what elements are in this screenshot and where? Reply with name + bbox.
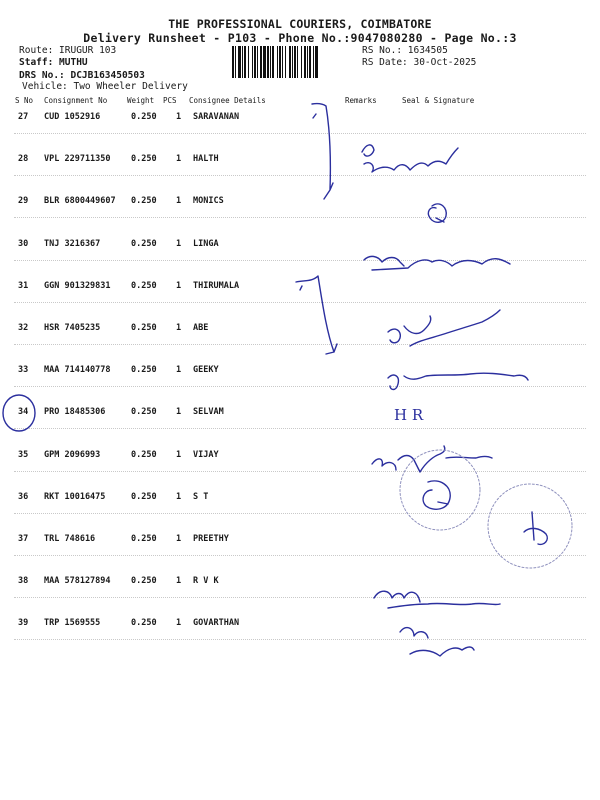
row-sno: 38 xyxy=(18,576,29,587)
staff-label: Staff: MUTHU xyxy=(19,57,88,68)
row-consignment-number: TRL 748616 xyxy=(44,534,96,544)
row-consignment-number: MAA 714140778 xyxy=(44,365,111,376)
barcode-bar xyxy=(279,46,281,78)
row-weight: 0.250 xyxy=(131,407,157,418)
row-sno: 36 xyxy=(18,491,29,502)
row-sno: 32 xyxy=(18,323,29,333)
vehicle-label: Vehicle: Two Wheeler Delivery xyxy=(22,81,188,92)
barcode-bar xyxy=(307,46,308,78)
barcode-bar xyxy=(267,46,269,78)
barcode-bar xyxy=(272,46,274,78)
row-weight: 0.250 xyxy=(131,323,157,333)
row-consignee: MONICS xyxy=(193,196,224,207)
table-row xyxy=(0,576,600,590)
table-row xyxy=(0,450,600,464)
barcode-bar xyxy=(235,46,236,78)
row-weight: 0.250 xyxy=(131,576,157,587)
barcode-bar xyxy=(285,46,286,78)
row-pcs: 1 xyxy=(176,491,182,502)
barcode-bar xyxy=(242,46,243,78)
row-divider xyxy=(14,597,586,598)
table-row xyxy=(0,154,600,168)
row-pcs: 1 xyxy=(176,534,182,544)
handwritten-hr-note: H R xyxy=(394,406,424,424)
row-consignee: ABE xyxy=(193,323,209,333)
row-consignee: THIRUMALA xyxy=(193,280,240,291)
row-consignee: S T xyxy=(193,491,209,502)
barcode-bar xyxy=(263,46,266,78)
row-pcs: 1 xyxy=(176,449,182,460)
row-weight: 0.250 xyxy=(131,491,157,502)
table-row xyxy=(0,196,600,210)
row-pcs: 1 xyxy=(176,323,182,333)
table-row xyxy=(0,618,600,632)
row-divider xyxy=(14,555,586,556)
table-row xyxy=(0,281,600,295)
row-consignee: GOVARTHAN xyxy=(193,618,240,629)
runsheet-title: Delivery Runsheet - P103 - Phone No.:9047080280 - Page No.:3 xyxy=(83,31,517,45)
barcode-bar xyxy=(289,46,291,78)
barcode-bar xyxy=(238,46,241,78)
row-pcs: 1 xyxy=(176,154,182,165)
column-header-consignee: Consignee Details xyxy=(189,96,266,105)
barcode-bar xyxy=(315,46,318,78)
row-weight: 0.250 xyxy=(131,449,157,460)
row-weight: 0.250 xyxy=(131,112,157,122)
row-consignee: SARAVANAN xyxy=(193,112,240,122)
rs-number: RS No.: 1634505 xyxy=(362,45,448,56)
barcode-bar xyxy=(252,46,253,78)
row-consignee: R V K xyxy=(193,576,219,587)
row-consignment-number: RKT 10016475 xyxy=(44,491,106,502)
row-consignee: LINGA xyxy=(193,238,219,249)
barcode-bar xyxy=(294,46,296,78)
row-divider xyxy=(14,386,586,387)
barcode-bar xyxy=(301,46,302,78)
barcode-bar xyxy=(232,46,234,78)
route-label: Route: IRUGUR 103 xyxy=(19,45,117,56)
row-pcs: 1 xyxy=(176,196,182,207)
row-sno: 30 xyxy=(18,238,29,249)
row-pcs: 1 xyxy=(176,576,182,587)
row-consignment-number: HSR 7405235 xyxy=(44,323,101,333)
row-consignment-number: CUD 1052916 xyxy=(44,112,101,122)
table-row xyxy=(0,365,600,379)
row-consignment-number: BLR 6800449607 xyxy=(44,196,116,207)
table-row xyxy=(0,407,600,421)
column-header-remarks: Remarks xyxy=(345,96,377,105)
table-row xyxy=(0,492,600,506)
barcode-bar xyxy=(304,46,306,78)
barcode-bar xyxy=(248,46,249,78)
row-divider xyxy=(14,260,586,261)
row-divider xyxy=(14,513,586,514)
barcode-bar xyxy=(257,46,258,78)
barcode-bar xyxy=(309,46,311,78)
table-row xyxy=(0,112,600,126)
barcode-bar xyxy=(260,46,262,78)
row-sno: 35 xyxy=(18,449,29,460)
row-sno: 33 xyxy=(18,365,29,376)
table-row xyxy=(0,534,600,548)
row-consignment-number: TRP 1569555 xyxy=(44,618,101,629)
row-sno: 31 xyxy=(18,280,29,291)
row-sno: 37 xyxy=(18,534,29,544)
rs-date: RS Date: 30-Oct-2025 xyxy=(362,57,477,68)
row-pcs: 1 xyxy=(176,238,182,249)
barcode-bar xyxy=(297,46,298,78)
row-sno: 29 xyxy=(18,196,29,207)
row-sno: 27 xyxy=(18,112,29,122)
row-consignee: GEEKY xyxy=(193,365,219,376)
row-weight: 0.250 xyxy=(131,280,157,291)
row-weight: 0.250 xyxy=(131,534,157,544)
barcode-bar xyxy=(270,46,271,78)
table-row xyxy=(0,239,600,253)
column-header-pcs: PCS xyxy=(163,96,177,105)
row-pcs: 1 xyxy=(176,407,182,418)
row-weight: 0.250 xyxy=(131,365,157,376)
row-consignment-number: VPL 229711350 xyxy=(44,154,111,165)
row-pcs: 1 xyxy=(176,112,182,122)
barcode-bar xyxy=(277,46,278,78)
row-consignment-number: MAA 578127894 xyxy=(44,576,111,587)
row-consignment-number: TNJ 3216367 xyxy=(44,238,101,249)
column-header-sno: S No xyxy=(15,96,34,105)
barcode-image xyxy=(232,46,360,78)
column-header-consignment: Consignment No xyxy=(44,96,108,105)
row-consignment-number: PRO 18485306 xyxy=(44,407,106,418)
drs-number: DRS No.: DCJB163450503 xyxy=(19,70,145,81)
barcode-bar xyxy=(313,46,314,78)
row-pcs: 1 xyxy=(176,365,182,376)
row-consignment-number: GPM 2096993 xyxy=(44,449,101,460)
company-name: THE PROFESSIONAL COURIERS, COIMBATORE xyxy=(168,17,432,31)
row-divider xyxy=(14,217,586,218)
row-consignment-number: GGN 901329831 xyxy=(44,280,111,291)
row-pcs: 1 xyxy=(176,280,182,291)
row-sno: 28 xyxy=(18,154,29,165)
row-weight: 0.250 xyxy=(131,154,157,165)
row-sno: 34 xyxy=(18,407,29,418)
column-header-seal-signature: Seal & Signature xyxy=(402,96,475,105)
signature-scribble xyxy=(364,256,510,270)
row-divider xyxy=(14,428,586,429)
row-divider xyxy=(14,639,586,640)
row-divider xyxy=(14,302,586,303)
barcode-bar xyxy=(292,46,293,78)
row-divider xyxy=(14,175,586,176)
barcode-bar xyxy=(282,46,283,78)
row-divider xyxy=(14,471,586,472)
signature-scribble xyxy=(374,591,500,608)
row-divider xyxy=(14,344,586,345)
column-header-weight: Weight xyxy=(127,96,155,105)
row-weight: 0.250 xyxy=(131,238,157,249)
row-consignee: HALTH xyxy=(193,154,219,165)
row-sno: 39 xyxy=(18,618,29,629)
barcode-bar xyxy=(244,46,246,78)
row-consignee: SELVAM xyxy=(193,407,224,418)
barcode-bar xyxy=(254,46,256,78)
row-consignee: VIJAY xyxy=(193,449,219,460)
row-weight: 0.250 xyxy=(131,196,157,207)
row-weight: 0.250 xyxy=(131,618,157,629)
row-pcs: 1 xyxy=(176,618,182,629)
table-row xyxy=(0,323,600,337)
row-consignee: PREETHY xyxy=(193,534,229,544)
row-divider xyxy=(14,133,586,134)
